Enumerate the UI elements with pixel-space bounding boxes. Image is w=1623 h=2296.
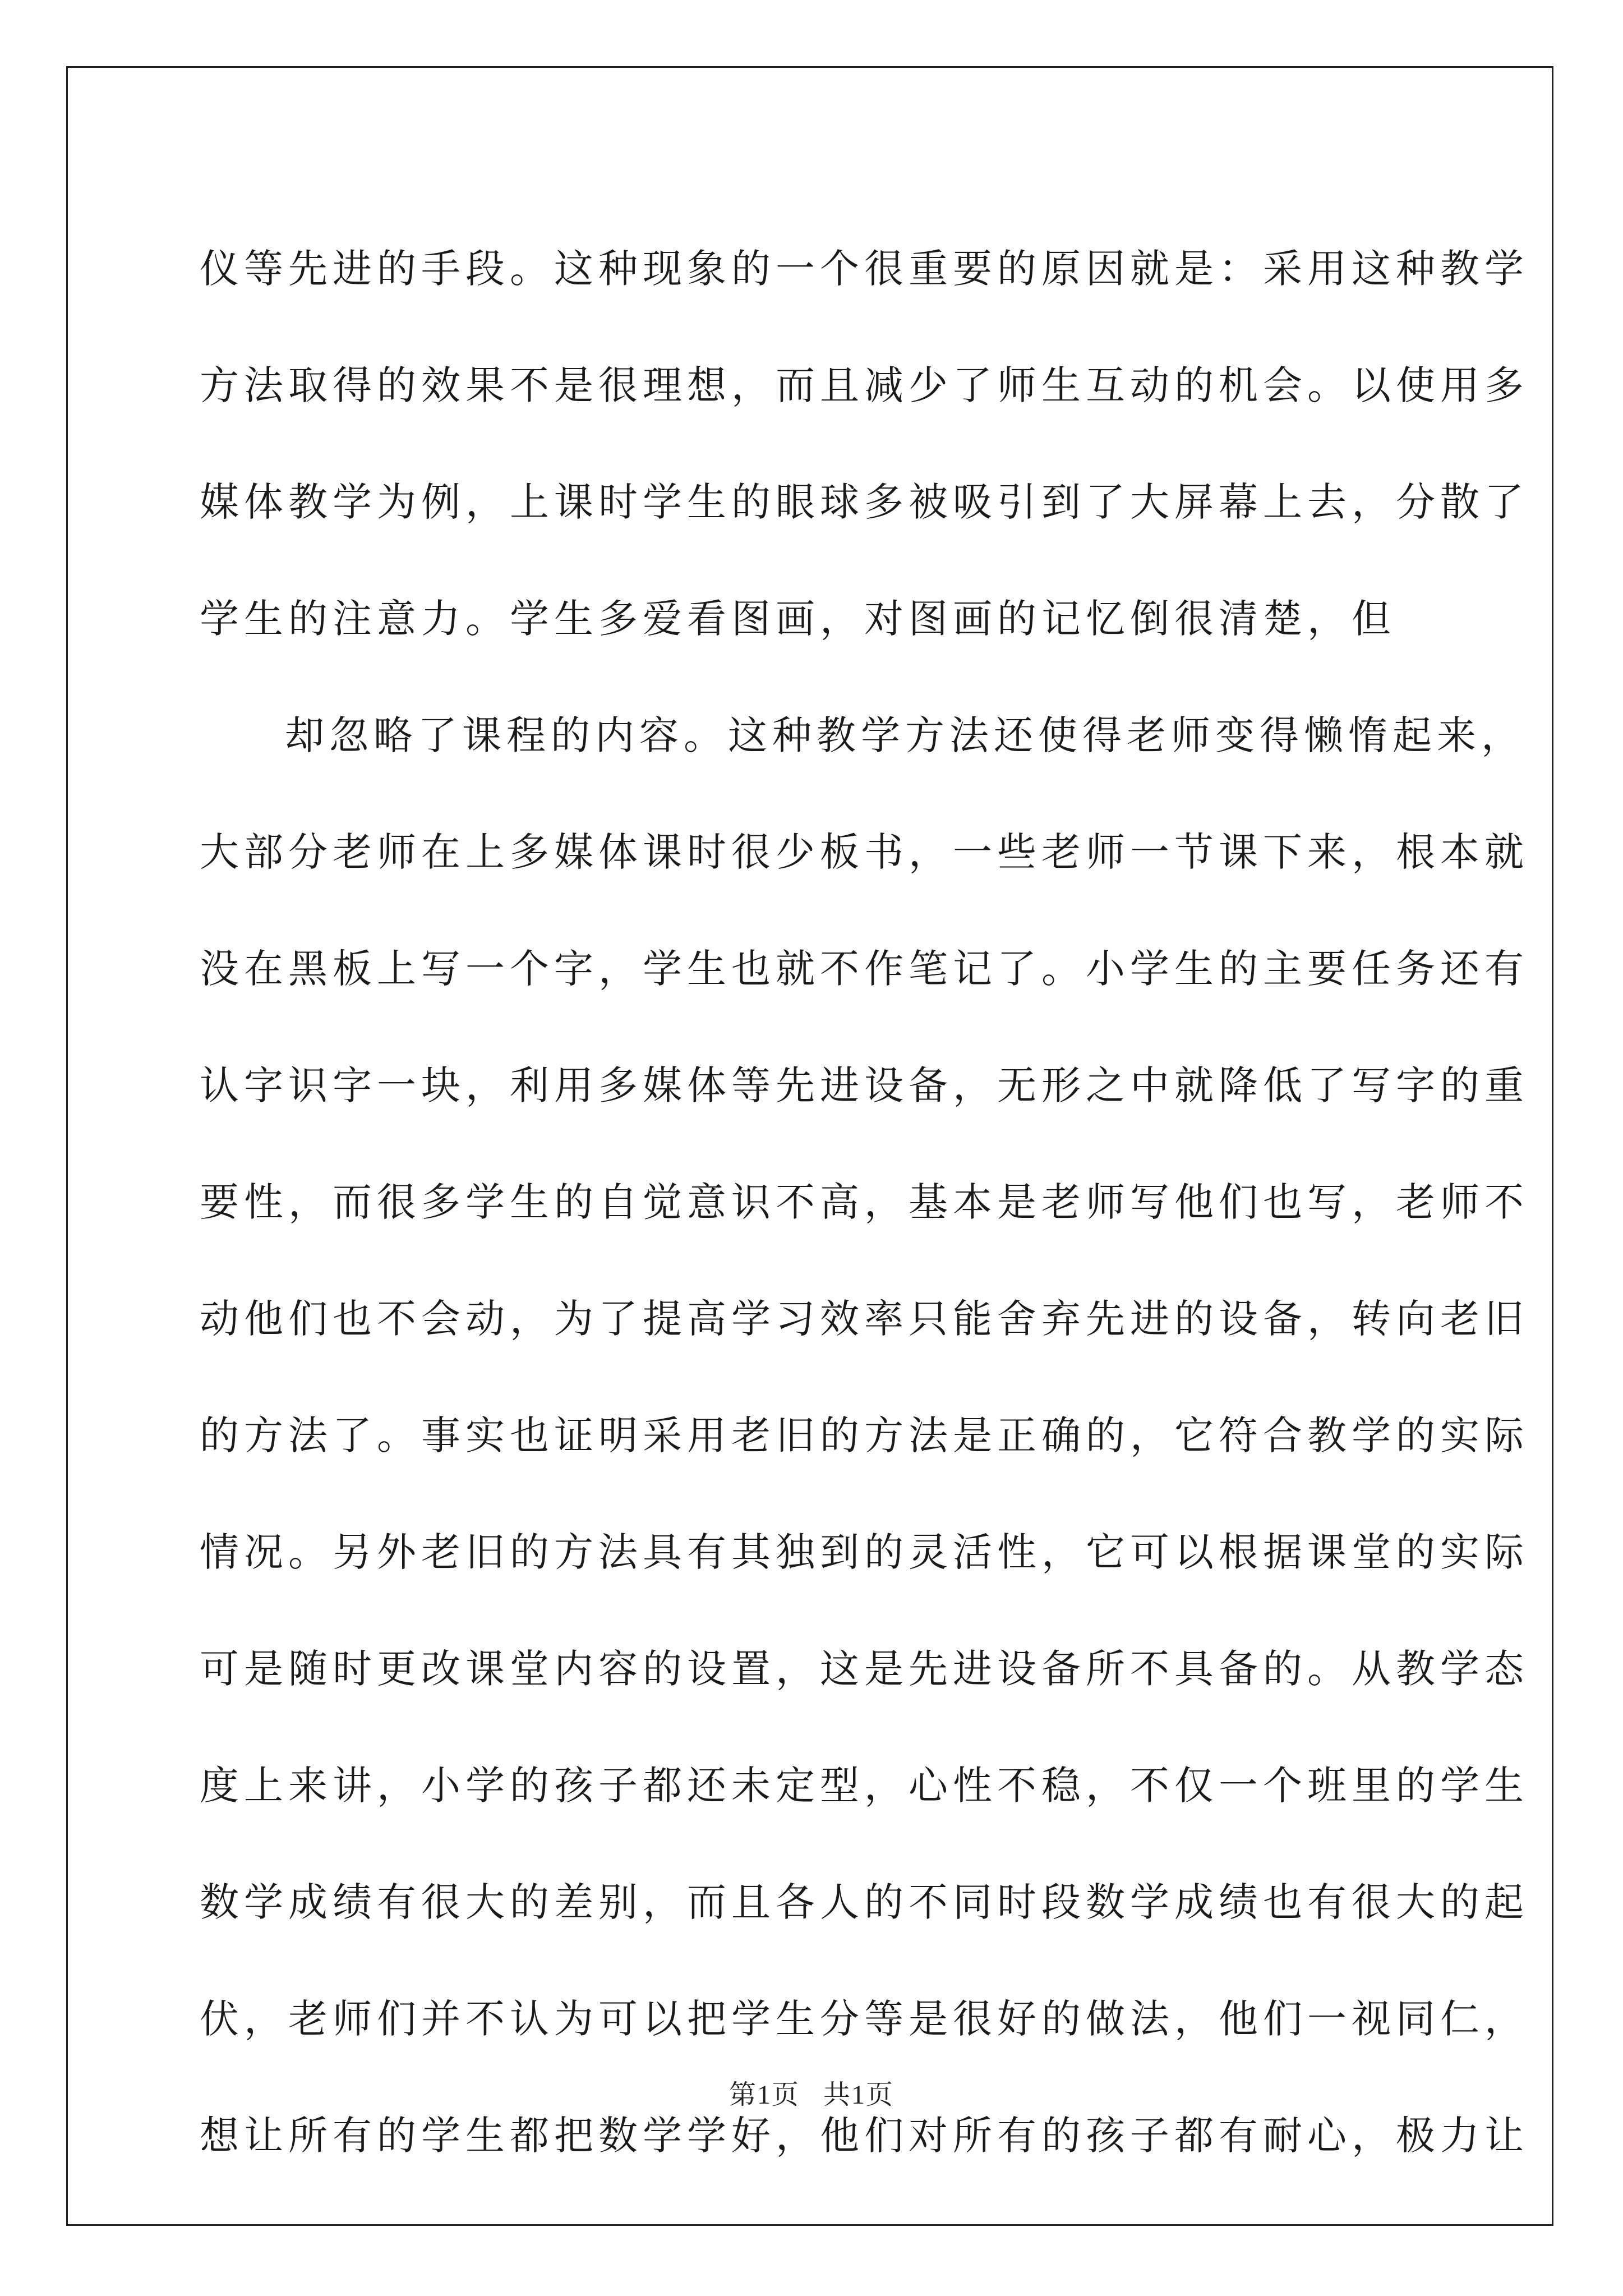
text-line: 可是随时更改课堂内容的设置，这是先进设备所不具备的。从教学态 <box>200 1646 1529 1692</box>
footer-separator <box>800 2080 823 2110</box>
page-footer <box>0 2073 1623 2111</box>
text-line: 想让所有的学生都把数学学好，他们对所有的孩子都有耐心，极力让 <box>200 2113 1529 2159</box>
text-line: 没在黑板上写一个字，学生也就不作笔记了。小学生的主要任务还有 <box>200 946 1529 992</box>
text-line: 认字识字一块，利用多媒体等先进设备，无形之中就降低了写字的重 <box>200 1062 1529 1108</box>
text-line: 动他们也不会动，为了提高学习效率只能舍弃先进的设备，转向老旧 <box>200 1296 1529 1342</box>
text-line: 度上来讲，小学的孩子都还未定型，心性不稳，不仅一个班里的学生 <box>200 1763 1529 1809</box>
text-line: 要性，而很多学生的自觉意识不高，基本是老师写他们也写，老师不 <box>200 1179 1529 1225</box>
text-line: 数学成绩有很大的差别，而且各人的不同时段数学成绩也有很大的起 <box>200 1879 1529 1925</box>
document-body <box>200 210 1529 2194</box>
page-total: 共1页 <box>823 2080 895 2110</box>
text-line: 伏，老师们并不认为可以把学生分等是很好的做法，他们一视同仁， <box>200 1996 1529 2042</box>
text-line: 媒体教学为例，上课时学生的眼球多被吸引到了大屏幕上去，分散了 <box>200 479 1529 525</box>
text-line: 情况。另外老旧的方法具有其独到的灵活性，它可以根据课堂的实际 <box>200 1529 1529 1575</box>
text-line: 方法取得的效果不是很理想，而且减少了师生互动的机会。以使用多 <box>200 362 1529 408</box>
text-line-paragraph-start: 却忽略了课程的内容。这种教学方法还使得老师变得懒惰起来， <box>285 712 1525 758</box>
text-line: 大部分老师在上多媒体课时很少板书，一些老师一节课下来，根本就 <box>200 829 1529 875</box>
text-line: 的方法了。事实也证明采用老旧的方法是正确的，它符合教学的实际 <box>200 1412 1529 1458</box>
text-line: 学生的注意力。学生多爱看图画，对图画的记忆倒很清楚，但 <box>200 596 1396 642</box>
text-line: 仪等先进的手段。这种现象的一个很重要的原因就是：采用这种教学 <box>200 246 1529 292</box>
page-number: 第1页 <box>728 2080 800 2110</box>
